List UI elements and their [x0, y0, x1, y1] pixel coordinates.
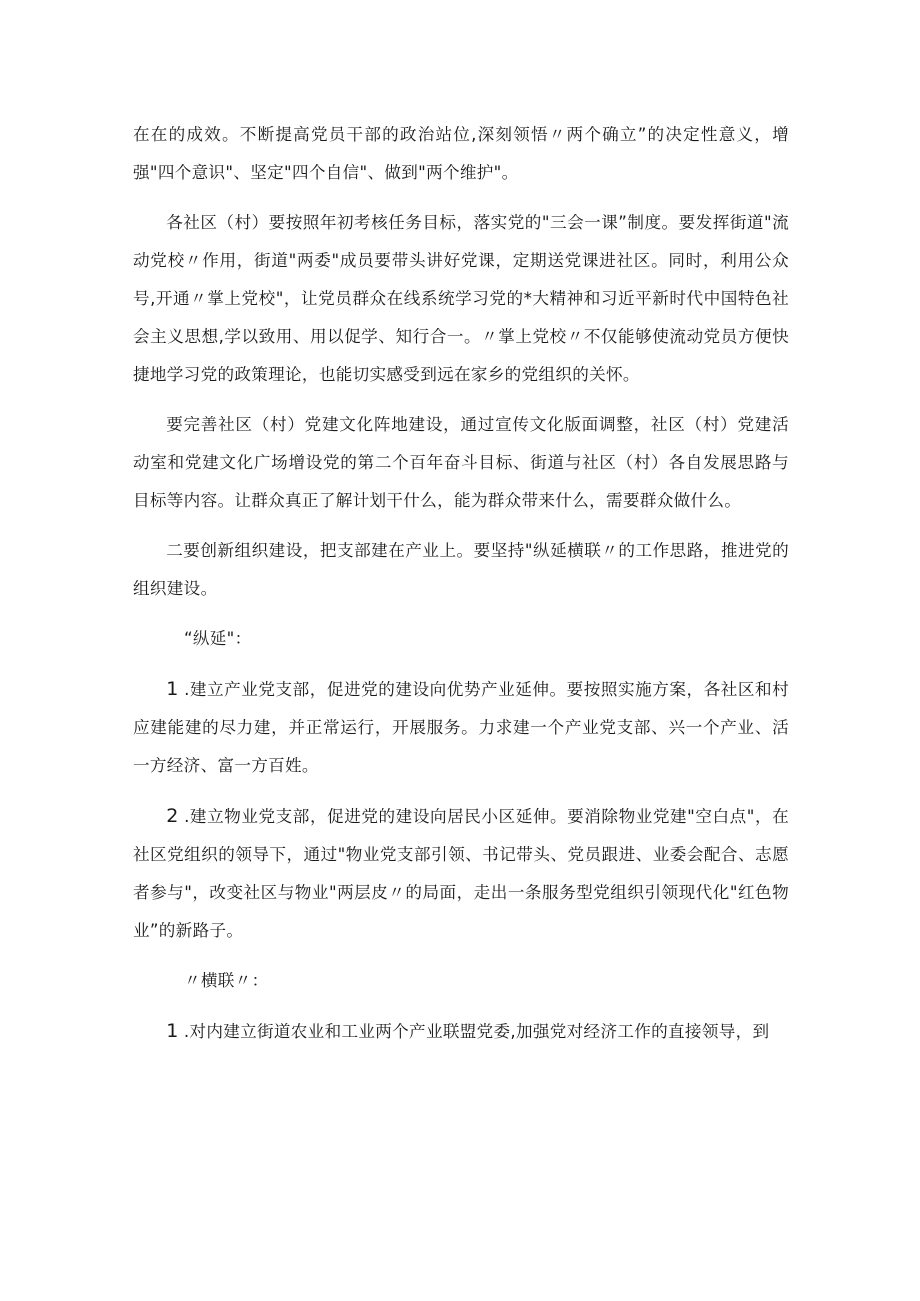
- paragraph-continued: 在在的成效。不断提高党员干部的政治站位,深刻领悟〃两个确立”的决定性意义，增强"四个意识"、坚定"四个自信"、做到"两个维护"。: [133, 125, 789, 182]
- list-item-number: 1: [166, 1020, 179, 1042]
- list-item: [133, 670, 789, 785]
- paragraph-community-party-school: 各社区（村）要按照年初考核任务目标，落实党的"三会一课”制度。要发挥街道"流动党校〃作用，街道"两委"成员要带头讲好党课，定期送党课进社区。同时，利用公众号,开通〃掌上党校"，让党员群众在线系统学习党的*大精神和习近平新时代中国特色社会主义思想,学以致用、用以促学、知行合一。〃掌上党校〃不仅能够使流动党员方便快捷地学习党的政策理论，也能切实感受到远在家乡的党组织的关怀。: [133, 213, 789, 384]
- list-item-text: .建立物业党支部，促进党的建设向居民小区延伸。要消除物业党建"空白点"，在社区党组织的领导下，通过"物业党支部引领、书记带头、党员跟进、业委会配合、志愿者参与"，改变社区与物业"两层皮〃的局面，走出一条服务型党组织引领现代化"红色物业”的新路子。: [133, 807, 789, 940]
- document-body: [133, 116, 789, 1063]
- list-item: [133, 797, 789, 950]
- list-item: [133, 1012, 789, 1051]
- list-item-number: 1: [166, 678, 179, 700]
- list-item-text: .建立产业党支部，促进党的建设向优势产业延伸。要按照实施方案，各社区和村应建能建的尽力建，并正常运行，开展服务。力求建一个产业党支部、兴一个产业、活一方经济、富一方百姓。: [133, 680, 789, 775]
- list-item-number: 2: [166, 805, 179, 827]
- list-item-text: .对内建立街道农业和工业两个产业联盟党委,加强党对经济工作的直接领导，到: [178, 1022, 770, 1041]
- section-label-henglian: 〃横联〃：: [184, 971, 269, 990]
- paragraph-culture-position: 要完善社区（村）党建文化阵地建设，通过宣传文化版面调整，社区（村）党建活动室和党建文化广场增设党的第二个百年奋斗目标、街道与社区（村）各自发展思路与目标等内容。让群众真正了解计划干什么，能为群众带来什么，需要群众做什么。: [133, 415, 789, 510]
- section-label-zongyan: “纵延"：: [184, 629, 252, 648]
- paragraph-organization-building: 二要创新组织建设，把支部建在产业上。要坚持"纵延横联〃的工作思路，推进党的组织建设。: [133, 541, 789, 598]
